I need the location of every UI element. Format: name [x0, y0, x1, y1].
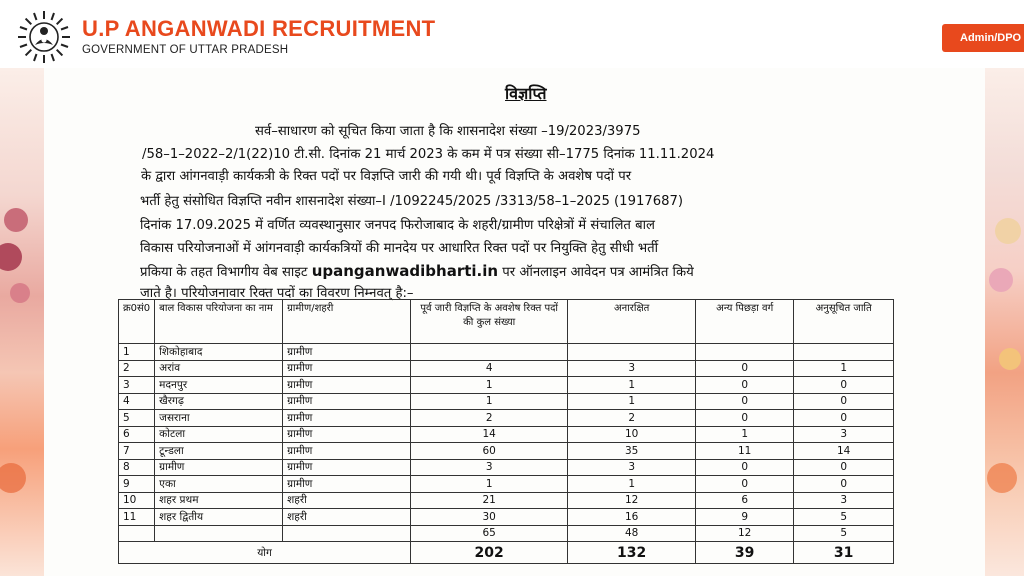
flower-decoration — [999, 348, 1021, 370]
cell-sc: 5 — [794, 509, 894, 526]
table-header-row — [119, 300, 894, 344]
left-decorative-panel — [0, 68, 44, 576]
cell-unreserved: 3 — [568, 360, 696, 377]
cell-area-type — [283, 525, 411, 542]
table-row — [119, 393, 894, 410]
col-header-unreserved: अनारक्षित — [568, 300, 696, 344]
flower-decoration — [0, 463, 26, 493]
table-row — [119, 426, 894, 443]
notice-line-text: पर ऑनलाइन आवेदन पत्र आमंत्रित किये — [502, 265, 694, 280]
notice-line: विकास परियोजनाओं में आंगनवाड़ी कार्यकत्रियों की मानदेय पर आधारित रिक्त पदों पर नियुक्ति हेतु सीधी भर्ती — [140, 241, 659, 256]
cell-serial: 9 — [119, 476, 155, 493]
cell-total-vacancies: 1 — [411, 377, 568, 394]
cell-obc: 9 — [696, 509, 794, 526]
cell-area-type: ग्रामीण — [283, 344, 411, 361]
site-title[interactable]: U.P ANGANWADI RECRUITMENT — [82, 16, 436, 41]
cell-unreserved: 12 — [568, 492, 696, 509]
cell-obc: 1 — [696, 426, 794, 443]
cell-obc: 12 — [696, 525, 794, 542]
notice-line-text: प्रकिया के तहत विभागीय वेब साइट — [140, 265, 308, 280]
table-row — [119, 509, 894, 526]
table-row — [119, 410, 894, 427]
flower-decoration — [10, 283, 30, 303]
cell-serial: 4 — [119, 393, 155, 410]
cell-obc: 0 — [696, 410, 794, 427]
cell-project-name — [155, 525, 283, 542]
cell-total-vacancies: 1 — [411, 393, 568, 410]
cell-unreserved: 2 — [568, 410, 696, 427]
notice-line: सर्व–साधारण को सूचित किया जाता है कि शासनादेश संख्या –19/2023/3975 — [255, 124, 641, 139]
table-row — [119, 443, 894, 460]
cell-obc — [696, 344, 794, 361]
table-row — [119, 360, 894, 377]
cell-sc: 3 — [794, 492, 894, 509]
cell-serial: 6 — [119, 426, 155, 443]
table-row — [119, 525, 894, 542]
cell-sc: 14 — [794, 443, 894, 460]
cell-sc — [794, 344, 894, 361]
cell-total-unreserved: 132 — [568, 542, 696, 564]
table-total-row — [119, 542, 894, 564]
cell-area-type: शहरी — [283, 509, 411, 526]
cell-obc: 6 — [696, 492, 794, 509]
cell-sc: 0 — [794, 476, 894, 493]
cell-serial — [119, 525, 155, 542]
flower-decoration — [0, 243, 22, 271]
site-header — [0, 0, 1024, 68]
cell-project-name: मदनपुर — [155, 377, 283, 394]
cell-obc: 0 — [696, 360, 794, 377]
cell-serial: 2 — [119, 360, 155, 377]
cell-serial: 1 — [119, 344, 155, 361]
cell-sc: 0 — [794, 410, 894, 427]
cell-project-name: ग्रामीण — [155, 459, 283, 476]
cell-area-type: ग्रामीण — [283, 476, 411, 493]
cell-area-type: ग्रामीण — [283, 410, 411, 427]
cell-unreserved: 1 — [568, 476, 696, 493]
table-row — [119, 476, 894, 493]
table-row — [119, 492, 894, 509]
cell-area-type: ग्रामीण — [283, 459, 411, 476]
notice-title: विज्ञप्ति — [505, 84, 547, 103]
table-row — [119, 377, 894, 394]
cell-unreserved: 1 — [568, 393, 696, 410]
website-link[interactable]: upanganwadibharti.in — [311, 262, 499, 280]
cell-area-type: शहरी — [283, 492, 411, 509]
cell-unreserved: 48 — [568, 525, 696, 542]
cell-serial: 7 — [119, 443, 155, 460]
site-subtitle: GOVERNMENT OF UTTAR PRADESH — [82, 44, 289, 56]
notice-line: भर्ती हेतु संसोधित विज्ञप्ति नवीन शासनादेश संख्या–I /1092245/2025 /3313/58–1–2025 (1917687) — [140, 194, 684, 209]
cell-obc: 0 — [696, 377, 794, 394]
cell-obc: 11 — [696, 443, 794, 460]
col-header-sc: अनुसूचित जाति — [794, 300, 894, 344]
flower-decoration — [4, 208, 28, 232]
cell-obc: 0 — [696, 393, 794, 410]
cell-total-vacancies: 14 — [411, 426, 568, 443]
cell-grand-total: 202 — [411, 542, 568, 564]
cell-unreserved: 3 — [568, 459, 696, 476]
col-header-project: बाल विकास परियोजना का नाम — [155, 300, 283, 344]
cell-unreserved — [568, 344, 696, 361]
cell-total-vacancies: 3 — [411, 459, 568, 476]
cell-total-vacancies: 30 — [411, 509, 568, 526]
anganwadi-logo-icon[interactable] — [16, 9, 72, 65]
cell-project-name: अरांव — [155, 360, 283, 377]
cell-total-vacancies: 65 — [411, 525, 568, 542]
cell-total-sc: 31 — [794, 542, 894, 564]
cell-project-name: खैरगढ़ — [155, 393, 283, 410]
cell-area-type: ग्रामीण — [283, 443, 411, 460]
notice-line — [140, 262, 694, 280]
cell-sc: 0 — [794, 393, 894, 410]
total-label: योग — [119, 542, 411, 564]
cell-total-vacancies: 4 — [411, 360, 568, 377]
vacancy-table — [118, 299, 894, 564]
cell-total-vacancies: 21 — [411, 492, 568, 509]
notice-line: /58–1–2022–2/1(22)10 टी.सी. दिनांक 21 मार्च 2023 के कम में पत्र संख्या सी–1775 दिनांक 11.11.2024 — [142, 147, 715, 162]
cell-project-name: शहर द्वितीय — [155, 509, 283, 526]
cell-unreserved: 10 — [568, 426, 696, 443]
col-header-obc: अन्य पिछड़ा वर्ग — [696, 300, 794, 344]
notice-line: के द्वारा आंगनवाड़ी कार्यकत्री के रिक्त पदों पर विज्ञप्ति जारी की गयी थी। पूर्व विज्ञप्ति के अवशेष पदों पर — [141, 169, 632, 184]
cell-sc: 1 — [794, 360, 894, 377]
cell-serial: 11 — [119, 509, 155, 526]
cell-total-vacancies: 1 — [411, 476, 568, 493]
cell-sc: 0 — [794, 377, 894, 394]
cell-sc: 5 — [794, 525, 894, 542]
cell-project-name: शहर प्रथम — [155, 492, 283, 509]
cell-area-type: ग्रामीण — [283, 377, 411, 394]
table-row — [119, 459, 894, 476]
flower-decoration — [987, 463, 1017, 493]
flower-decoration — [989, 268, 1013, 292]
col-header-total-vacancies: पूर्व जारी विज्ञप्ति के अवशेष रिक्त पदों की कुल संख्या — [411, 300, 568, 344]
cell-unreserved: 1 — [568, 377, 696, 394]
cell-sc: 3 — [794, 426, 894, 443]
admin-dpo-button[interactable]: Admin/DPO — [942, 24, 1024, 52]
cell-project-name: शिकोहाबाद — [155, 344, 283, 361]
cell-total-vacancies — [411, 344, 568, 361]
cell-obc: 0 — [696, 459, 794, 476]
notice-line: जाते है। परियोजनावार रिक्त पदों का विवरण निम्नवत् है:– — [140, 286, 414, 301]
cell-area-type: ग्रामीण — [283, 360, 411, 377]
table-row — [119, 344, 894, 361]
cell-project-name: टून्डला — [155, 443, 283, 460]
cell-sc: 0 — [794, 459, 894, 476]
cell-total-vacancies: 60 — [411, 443, 568, 460]
cell-serial: 5 — [119, 410, 155, 427]
cell-obc: 0 — [696, 476, 794, 493]
cell-area-type: ग्रामीण — [283, 426, 411, 443]
cell-unreserved: 35 — [568, 443, 696, 460]
cell-project-name: कोटला — [155, 426, 283, 443]
right-decorative-panel — [985, 68, 1024, 576]
notice-line: दिनांक 17.09.2025 में वर्णित व्यवस्थानुसार जनपद फिरोजाबाद के शहरी/ग्रामीण परिक्षेत्रों में संचालित बाल — [140, 218, 655, 233]
cell-total-obc: 39 — [696, 542, 794, 564]
cell-serial: 3 — [119, 377, 155, 394]
cell-area-type: ग्रामीण — [283, 393, 411, 410]
flower-decoration — [995, 218, 1021, 244]
cell-project-name: जसराना — [155, 410, 283, 427]
cell-serial: 8 — [119, 459, 155, 476]
cell-project-name: एका — [155, 476, 283, 493]
cell-serial: 10 — [119, 492, 155, 509]
cell-unreserved: 16 — [568, 509, 696, 526]
col-header-area: ग्रामीण/शहरी — [283, 300, 411, 344]
cell-total-vacancies: 2 — [411, 410, 568, 427]
col-header-serial: क्र0सं0 — [119, 300, 155, 344]
